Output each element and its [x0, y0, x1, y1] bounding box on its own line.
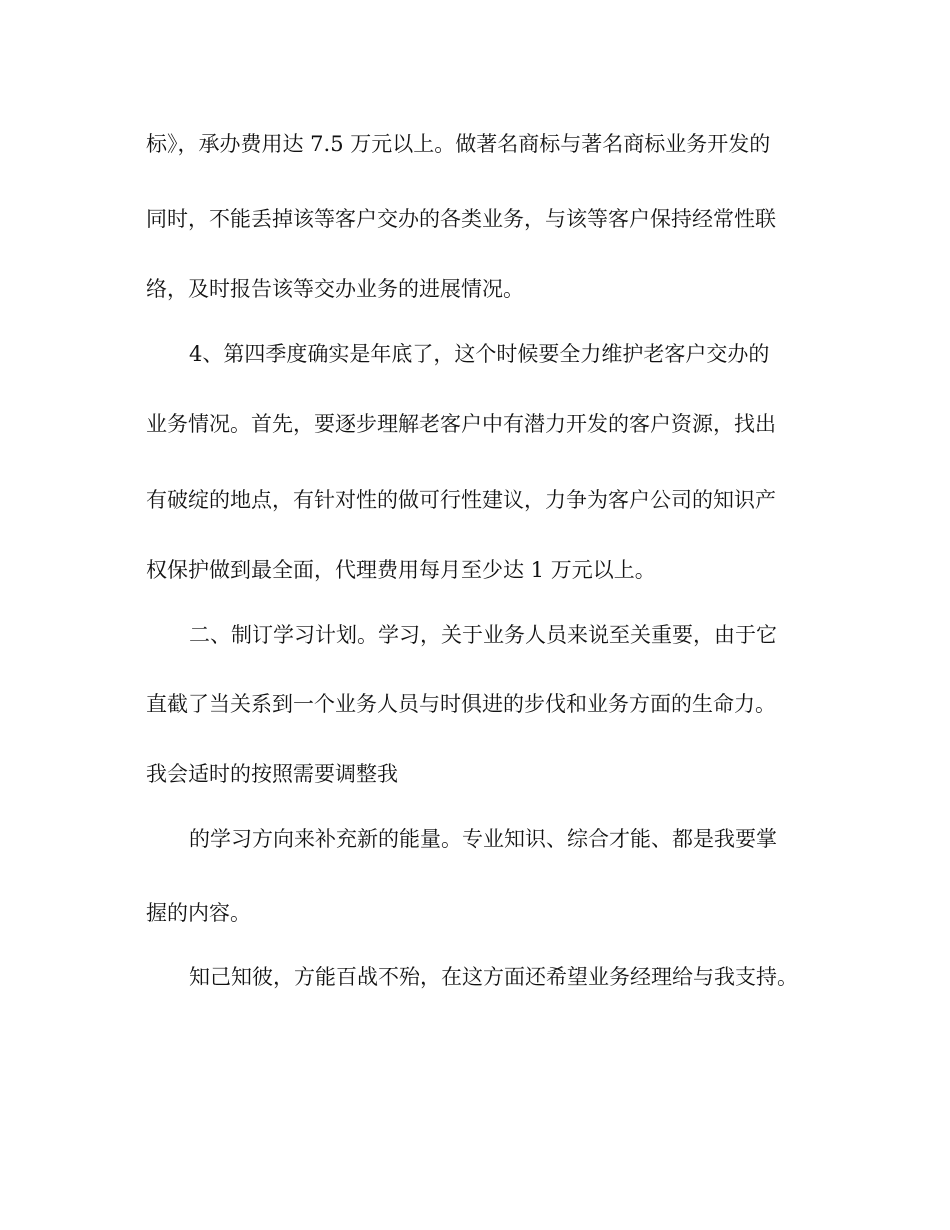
text-line-2 — [0, 203, 950, 235]
line-text: 我会适时的按照需要调整我 — [146, 762, 398, 786]
line-text: 标》，承办费用达 7.5 万元以上。做著名商标与著名商标业务开发的 — [146, 132, 771, 156]
line-text: 权保护做到最全面，代理费用每月至少达 1 万元以上。 — [146, 558, 656, 582]
line-text: 有破绽的地点，有针对性的做可行性建议，力争为客户公司的知识产 — [146, 488, 776, 512]
line-text: 4、第四季度确实是年底了，这个时候要全力维护老客户交办的 — [189, 342, 770, 366]
text-line-3 — [0, 273, 950, 305]
text-line-11 — [0, 823, 950, 855]
line-text: 络，及时报告该等交办业务的进展情况。 — [146, 277, 524, 301]
line-text: 同时，不能丢掉该等客户交办的各类业务，与该等客户保持经常性联 — [146, 207, 776, 231]
line-text: 二、制订学习计划。学习，关于业务人员来说至关重要，由于它 — [189, 623, 777, 647]
line-text: 知己知彼，方能百战不殆，在这方面还希望业务经理给与我支持。 — [189, 965, 798, 989]
line-text: 业务情况。首先，要逐步理解老客户中有潜力开发的客户资源，找出 — [146, 412, 776, 436]
text-line-1 — [0, 128, 950, 160]
text-line-13 — [0, 961, 950, 993]
text-line-10 — [0, 758, 950, 790]
text-line-7 — [0, 554, 950, 586]
text-line-12 — [0, 897, 950, 929]
text-line-5 — [0, 408, 950, 440]
line-text: 直截了当关系到一个业务人员与时俱进的步伐和业务方面的生命力。 — [146, 692, 776, 716]
text-line-6 — [0, 484, 950, 516]
text-line-4 — [0, 338, 950, 370]
line-text: 的学习方向来补充新的能量。专业知识、综合才能、都是我要掌 — [189, 827, 777, 851]
line-text: 握的内容。 — [146, 901, 251, 925]
text-line-8 — [0, 619, 950, 651]
text-line-9 — [0, 688, 950, 720]
